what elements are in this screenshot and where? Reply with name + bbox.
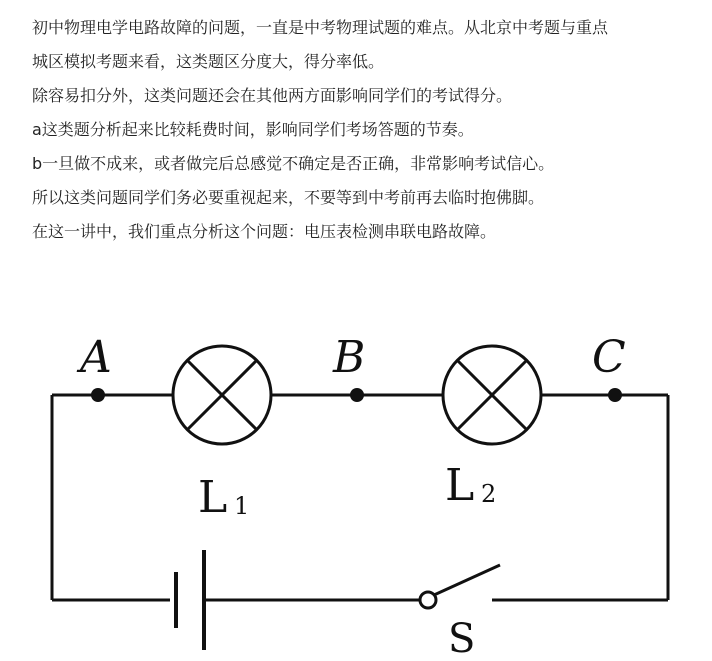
paragraph-point-b: b一旦做不成来，或者做完后总感觉不确定是否正确，非常影响考试信心。 — [32, 154, 555, 173]
paragraph-intro-cont: 城区模拟考题来看，这类题区分度大，得分率低。 — [32, 52, 385, 71]
node-c-label: C — [592, 332, 626, 383]
paragraph-impact: 除容易扣分外，这类问题还会在其他两方面影响同学们的考试得分。 — [32, 86, 513, 105]
switch-label: S — [448, 616, 476, 661]
lamp-l2-subscript: 2 — [481, 480, 497, 508]
node-b-label: B — [333, 332, 366, 383]
circuit-diagram — [0, 300, 712, 661]
lamp-l1-subscript: 1 — [234, 492, 250, 520]
top-wire — [52, 395, 668, 600]
node-b-dot — [350, 388, 364, 402]
paragraph-intro: 初中物理电学电路故障的问题，一直是中考物理试题的难点。从北京中考题与重点 — [32, 18, 609, 37]
lamp-l2 — [443, 346, 541, 444]
switch-symbol — [420, 565, 500, 608]
lamp-l1 — [173, 346, 271, 444]
node-c-dot — [608, 388, 622, 402]
lamp-l1-letter: L — [198, 472, 228, 523]
paragraph-point-a: a这类题分析起来比较耗费时间，影响同学们考场答题的节奏。 — [32, 120, 474, 139]
node-a-dot — [91, 388, 105, 402]
paragraph-topic: 在这一讲中，我们重点分析这个问题：电压表检测串联电路故障。 — [32, 222, 497, 241]
paragraph-advice: 所以这类问题同学们务必要重视起来，不要等到中考前再去临时抱佛脚。 — [32, 188, 545, 207]
lamp-l2-letter: L — [445, 460, 475, 511]
node-a-label: A — [80, 332, 112, 383]
battery-symbol — [176, 550, 204, 650]
